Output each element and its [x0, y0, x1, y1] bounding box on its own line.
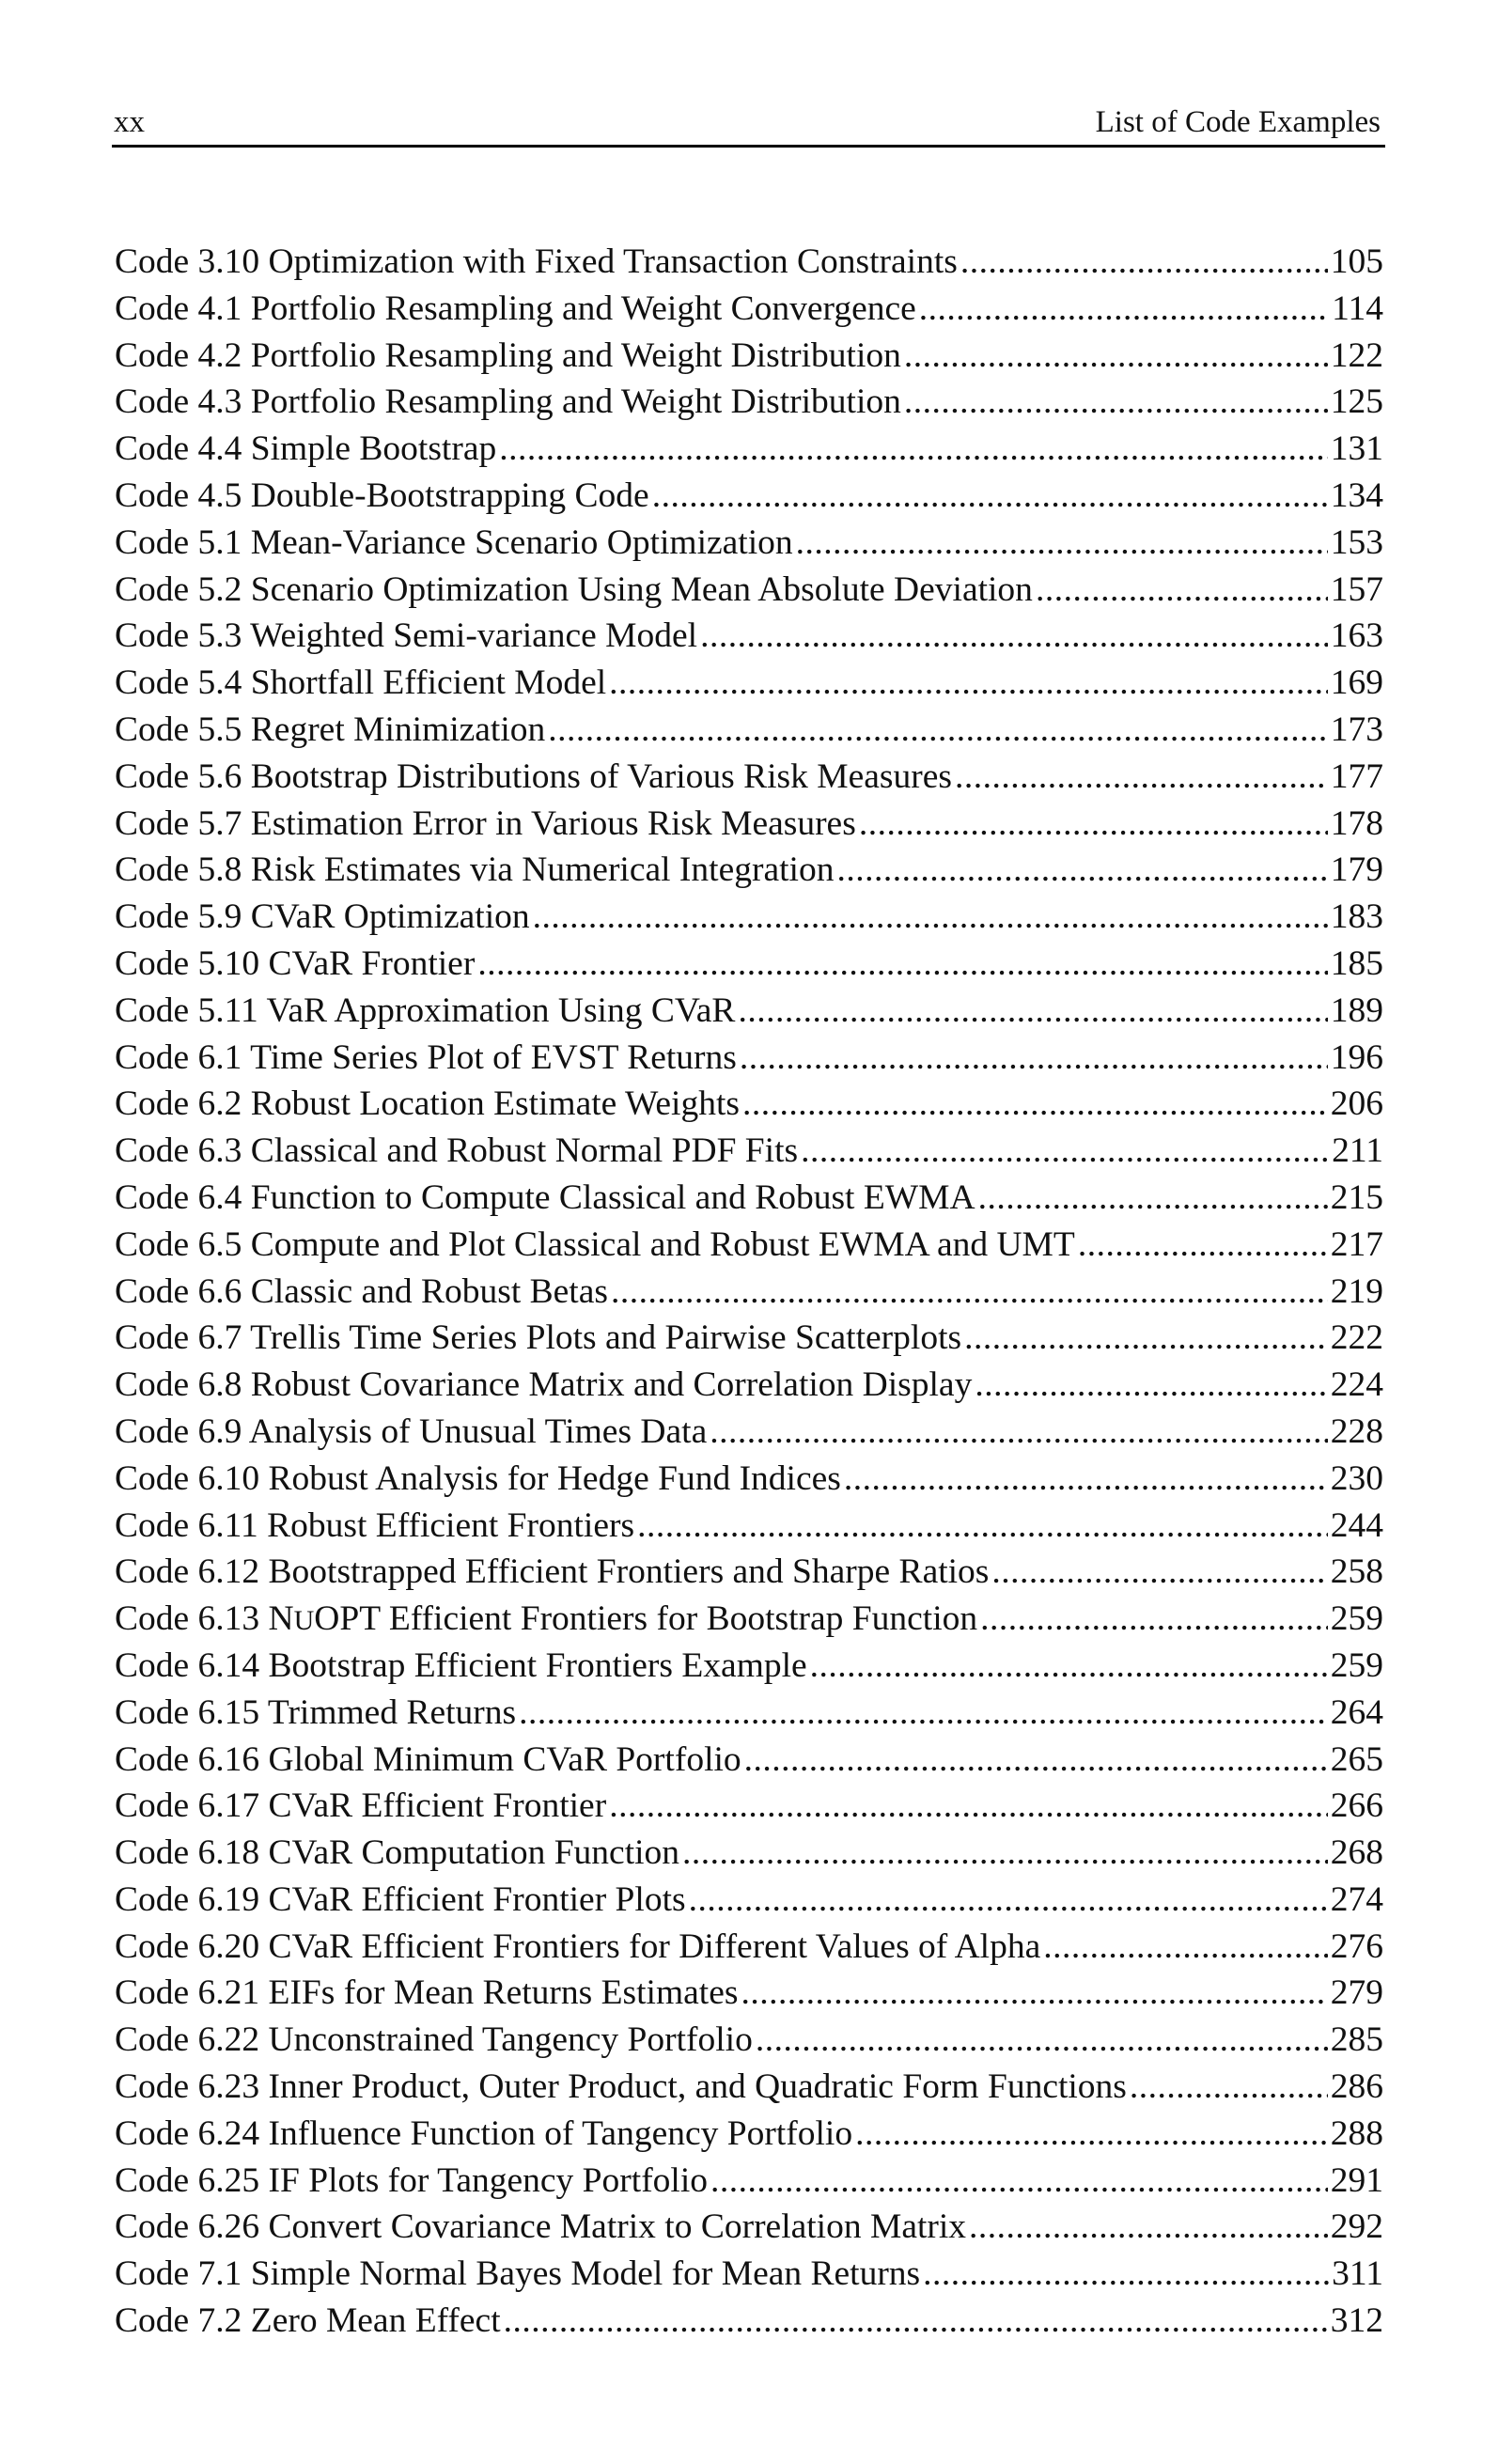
entry-label: Code 5.7 Estimation Error in Various Risk Measures: [115, 803, 856, 843]
list-item: [115, 1549, 1383, 1596]
list-item: [115, 2111, 1383, 2158]
entry-label: Code 6.14 Bootstrap Efficient Frontiers Example: [115, 1645, 807, 1685]
entry-page-number: 265: [1330, 1739, 1383, 1779]
list-item: [115, 2298, 1383, 2345]
entry-page-number: 206: [1330, 1084, 1383, 1124]
list-item: [115, 1269, 1383, 1316]
entry-page-number: 122: [1330, 335, 1383, 375]
list-item: [115, 707, 1383, 754]
entry-page-number: 169: [1330, 663, 1383, 703]
entry-label: Code 4.2 Portfolio Resampling and Weight Distribution: [115, 335, 901, 375]
dot-leader: [978, 1175, 1328, 1222]
entry-page-number: 183: [1330, 897, 1383, 937]
list-item: [115, 1970, 1383, 2017]
entry-page-number: 215: [1330, 1177, 1383, 1217]
entry-label: Code 6.1 Time Series Plot of EVST Returns: [115, 1037, 737, 1077]
entry-label: Code 6.2 Robust Location Estimate Weights: [115, 1084, 740, 1124]
dot-leader: [919, 286, 1329, 333]
list-item: [115, 473, 1383, 520]
list-item: [115, 2064, 1383, 2111]
entry-label: Code 5.4 Shortfall Efficient Model: [115, 663, 607, 703]
dot-leader: [710, 1409, 1328, 1456]
code-examples-list: [115, 239, 1383, 2345]
dot-leader: [980, 1596, 1328, 1643]
entry-page-number: 134: [1330, 476, 1383, 515]
entry-page-number: 266: [1330, 1786, 1383, 1826]
dot-leader: [652, 473, 1328, 520]
dot-leader: [611, 1269, 1328, 1316]
dot-leader: [844, 1456, 1328, 1503]
entry-label: Code 6.20 CVaR Efficient Frontiers for Different Values of Alpha: [115, 1926, 1041, 1966]
dot-leader: [742, 1081, 1328, 1128]
dot-leader: [533, 894, 1328, 941]
entry-label: Code 6.26 Convert Covariance Matrix to Correlation Matrix: [115, 2207, 967, 2247]
list-item: [115, 754, 1383, 801]
list-item: [115, 1924, 1383, 1971]
entry-label: Code 4.1 Portfolio Resampling and Weight Convergence: [115, 289, 916, 328]
dot-leader: [637, 1503, 1328, 1550]
entry-label: Code 6.15 Trimmed Returns: [115, 1692, 517, 1732]
entry-label: Code 4.3 Portfolio Resampling and Weight Distribution: [115, 382, 901, 422]
entry-label: Code 5.2 Scenario Optimization Using Mean Absolute Deviation: [115, 569, 1033, 609]
header-rule: [112, 145, 1385, 148]
entry-page-number: 173: [1330, 710, 1383, 749]
entry-page-number: 311: [1332, 2254, 1383, 2294]
entry-label: Code 6.25 IF Plots for Tangency Portfolio: [115, 2160, 709, 2200]
dot-leader: [740, 1035, 1328, 1082]
dot-leader: [744, 1737, 1328, 1784]
list-item: [115, 333, 1383, 380]
list-item: [115, 847, 1383, 894]
entry-page-number: 185: [1330, 943, 1383, 983]
list-item: [115, 1175, 1383, 1222]
list-item: [115, 941, 1383, 988]
entry-label: Code 4.4 Simple Bootstrap: [115, 429, 497, 469]
entry-page-number: 312: [1330, 2301, 1383, 2341]
entry-page-number: 105: [1330, 242, 1383, 281]
entry-label: Code 6.24 Influence Function of Tangency Portfolio: [115, 2113, 853, 2153]
dot-leader: [960, 239, 1328, 286]
entry-page-number: 259: [1330, 1645, 1383, 1685]
entry-label: Code 6.5 Compute and Plot Classical and Robust EWMA and UMT: [115, 1224, 1075, 1264]
entry-label: Code 6.7 Trellis Time Series Plots and Pairwise Scatterplots: [115, 1318, 962, 1358]
list-item: [115, 1596, 1383, 1643]
dot-leader: [904, 333, 1328, 380]
list-item: [115, 1362, 1383, 1409]
entry-page-number: 178: [1330, 803, 1383, 843]
list-item: [115, 286, 1383, 333]
entry-page-number: 292: [1330, 2207, 1383, 2247]
dot-leader: [810, 1643, 1328, 1690]
dot-leader: [499, 426, 1328, 473]
entry-label: Code 3.10 Optimization with Fixed Transaction Constraints: [115, 242, 958, 281]
entry-page-number: 153: [1330, 522, 1383, 562]
dot-leader: [689, 1877, 1328, 1924]
entry-label: Code 7.2 Zero Mean Effect: [115, 2301, 501, 2341]
dot-leader: [855, 2111, 1328, 2158]
list-item: [115, 1081, 1383, 1128]
list-item: [115, 2251, 1383, 2298]
list-item: [115, 1783, 1383, 1830]
entry-label: Code 6.18 CVaR Computation Function: [115, 1833, 680, 1873]
entry-label: Code 5.3 Weighted Semi-variance Model: [115, 616, 698, 656]
list-item: [115, 1830, 1383, 1877]
entry-label: Code 6.8 Robust Covariance Matrix and Correlation Display: [115, 1365, 973, 1405]
entry-page-number: 276: [1330, 1926, 1383, 1966]
entry-page-number: 179: [1330, 850, 1383, 890]
entry-label: Code 6.12 Bootstrapped Efficient Frontiers and Sharpe Ratios: [115, 1552, 990, 1592]
entry-page-number: 125: [1330, 382, 1383, 422]
list-item: [115, 801, 1383, 848]
dot-leader: [519, 1690, 1328, 1737]
dot-leader: [738, 988, 1327, 1035]
entry-page-number: 131: [1330, 429, 1383, 469]
list-item: [115, 1690, 1383, 1737]
dot-leader: [682, 1830, 1328, 1877]
list-item: [115, 1456, 1383, 1503]
entry-label: Code 6.21 EIFs for Mean Returns Estimates: [115, 1973, 739, 2013]
entry-page-number: 288: [1330, 2113, 1383, 2153]
entry-page-number: 217: [1330, 1224, 1383, 1264]
entry-page-number: 230: [1330, 1458, 1383, 1498]
entry-label: Code 6.16 Global Minimum CVaR Portfolio: [115, 1739, 741, 1779]
entry-page-number: 264: [1330, 1692, 1383, 1732]
entry-label: Code 5.5 Regret Minimization: [115, 710, 546, 749]
dot-leader: [796, 520, 1328, 567]
entry-page-number: 274: [1330, 1879, 1383, 1919]
entry-label: Code 6.11 Robust Efficient Frontiers: [115, 1505, 635, 1545]
dot-leader: [1130, 2064, 1328, 2111]
list-item: [115, 988, 1383, 1035]
entry-page-number: 224: [1330, 1365, 1383, 1405]
list-item: [115, 1737, 1383, 1784]
dot-leader: [991, 1549, 1327, 1596]
entry-page-number: 114: [1332, 289, 1383, 328]
dot-leader: [1078, 1222, 1328, 1269]
dot-leader: [1043, 1924, 1328, 1971]
list-item: [115, 239, 1383, 286]
entry-label: Code 5.8 Risk Estimates via Numerical Integration: [115, 850, 835, 890]
list-item: [115, 1877, 1383, 1924]
running-header-title: List of Code Examples: [1095, 105, 1381, 139]
entry-label: Code 6.9 Analysis of Unusual Times Data: [115, 1411, 708, 1451]
entry-label: Code 6.10 Robust Analysis for Hedge Fund Indices: [115, 1458, 841, 1498]
list-item: [115, 1128, 1383, 1175]
entry-page-number: 189: [1330, 990, 1383, 1030]
entry-page-number: 291: [1330, 2160, 1383, 2200]
entry-label: Code 6.22 Unconstrained Tangency Portfolio: [115, 2020, 753, 2060]
entry-page-number: 279: [1330, 1973, 1383, 2013]
entry-label: Code 4.5 Double-Bootstrapping Code: [115, 476, 649, 515]
dot-leader: [700, 613, 1328, 660]
entry-page-number: 211: [1332, 1131, 1383, 1171]
list-item: [115, 1643, 1383, 1690]
entry-page-number: 244: [1330, 1505, 1383, 1545]
entry-page-number: 268: [1330, 1833, 1383, 1873]
dot-leader: [1036, 567, 1328, 614]
entry-page-number: 177: [1330, 756, 1383, 796]
entry-page-number: 259: [1330, 1599, 1383, 1639]
list-item: [115, 1409, 1383, 1456]
list-item: [115, 1503, 1383, 1550]
list-item: [115, 894, 1383, 941]
running-header: [112, 105, 1385, 147]
dot-leader: [969, 2204, 1328, 2251]
entry-label: Code 6.17 CVaR Efficient Frontier: [115, 1786, 607, 1826]
entry-page-number: 222: [1330, 1318, 1383, 1358]
list-item: [115, 2158, 1383, 2205]
list-item: [115, 2017, 1383, 2064]
dot-leader: [859, 801, 1328, 848]
dot-leader: [548, 707, 1327, 754]
list-item: [115, 379, 1383, 426]
entry-label: Code 6.23 Inner Product, Outer Product, and Quadratic Form Functions: [115, 2067, 1127, 2107]
list-item: [115, 1315, 1383, 1362]
dot-leader: [964, 1315, 1328, 1362]
list-item: [115, 613, 1383, 660]
entry-page-number: 258: [1330, 1552, 1383, 1592]
list-item: [115, 567, 1383, 614]
dot-leader: [955, 754, 1328, 801]
entry-page-number: 285: [1330, 2020, 1383, 2060]
entry-page-number: 157: [1330, 569, 1383, 609]
entry-label: Code 6.19 CVaR Efficient Frontier Plots: [115, 1879, 686, 1919]
list-item: [115, 1222, 1383, 1269]
list-item: [115, 1035, 1383, 1082]
entry-label: Code 5.6 Bootstrap Distributions of Various Risk Measures: [115, 756, 952, 796]
entry-page-number: 196: [1330, 1037, 1383, 1077]
dot-leader: [756, 2017, 1328, 2064]
dot-leader: [904, 379, 1328, 426]
dot-leader: [836, 847, 1327, 894]
dot-leader: [741, 1970, 1327, 2017]
entry-label: Code 5.9 CVaR Optimization: [115, 897, 530, 937]
entry-label: Code 6.4 Function to Compute Classical and Robust EWMA: [115, 1177, 975, 1217]
dot-leader: [710, 2158, 1328, 2205]
entry-label: Code 6.6 Classic and Robust Betas: [115, 1271, 608, 1311]
entry-label: Code 6.3 Classical and Robust Normal PDF Fits: [115, 1131, 799, 1171]
entry-page-number: 163: [1330, 616, 1383, 656]
list-item: [115, 520, 1383, 567]
entry-label: Code 5.11 VaR Approximation Using CVaR: [115, 990, 736, 1030]
entry-page-number: 219: [1330, 1271, 1383, 1311]
dot-leader: [923, 2251, 1329, 2298]
entry-label: Code 7.1 Simple Normal Bayes Model for Mean Returns: [115, 2254, 921, 2294]
dot-leader: [504, 2298, 1328, 2345]
list-item: [115, 660, 1383, 707]
dot-leader: [975, 1362, 1327, 1409]
entry-label: Code 5.10 CVaR Frontier: [115, 943, 476, 983]
entry-label: Code 6.13 NUOPT Efficient Frontiers for Bootstrap Function: [115, 1599, 978, 1639]
dot-leader: [609, 1783, 1328, 1830]
list-item: [115, 2204, 1383, 2251]
dot-leader: [477, 941, 1327, 988]
entry-label: Code 5.1 Mean-Variance Scenario Optimization: [115, 522, 793, 562]
list-item: [115, 426, 1383, 473]
dot-leader: [609, 660, 1328, 707]
entry-page-number: 228: [1330, 1411, 1383, 1451]
dot-leader: [801, 1128, 1329, 1175]
page-number-roman: xx: [114, 105, 145, 139]
entry-page-number: 286: [1330, 2067, 1383, 2107]
